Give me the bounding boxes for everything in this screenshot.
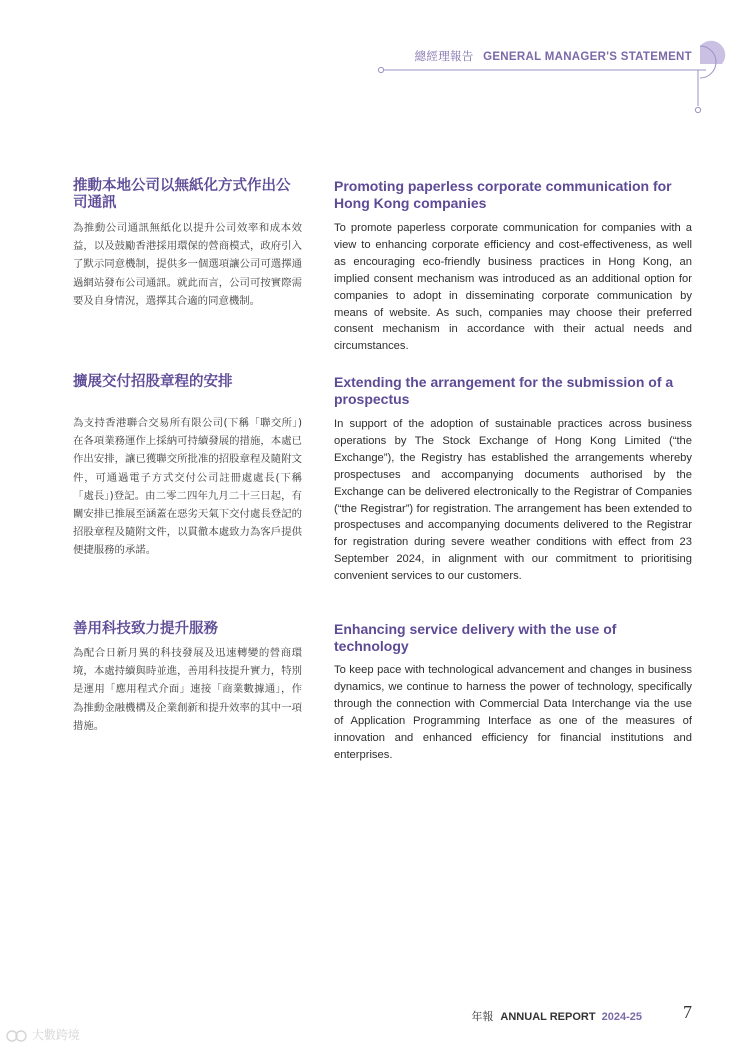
section-1-heading-zh: 推動本地公司以無紙化方式作出公司通訊 <box>73 178 291 211</box>
page-number: 7 <box>683 1002 692 1022</box>
watermark <box>6 1026 80 1043</box>
section-1-zh <box>73 178 302 310</box>
section-1-body-en: To promote paperless corporate communication for companies with a view to enhancing corporate efficiency and cost-effectiveness, as well as encouraging eco-friendly business practices in Hong Kong, an implied consent mechanism was introduced as an additional option for companies to adopt in disseminating corporate communication by means of website. As such, companies may choose their preferred consent mechanism in accordance with their actual needs and circumstances. <box>334 222 692 353</box>
section-3-heading-en: Enhancing service delivery with the use of technology <box>334 621 617 654</box>
section-3-en <box>334 621 692 763</box>
section-3-body-en: To keep pace with technological advancement and changes in business dynamics, we continue to harness the power of technology, specifically through the connection with Commercial Data Interchange via the use of Application Programming Interface as one of the measures of innovation and enhanced efficiency for financial institutions and enterprises. <box>334 664 692 761</box>
footer-label-en: ANNUAL REPORT <box>500 1011 596 1023</box>
section-3-body-zh: 為配合日新月異的科技發展及迅速轉變的營商環境，本處持續與時並進，善用科技提升實力，特別是運用「應用程式介面」連接「商業數據通」，作為推動金融機構及企業創新和提升效率的其中一項措施。 <box>73 647 302 732</box>
section-1-heading-en: Promoting paperless corporate communication for Hong Kong companies <box>334 178 672 211</box>
section-3-zh <box>73 621 302 735</box>
section-2-heading-zh: 擴展交付招股章程的安排 <box>73 374 233 390</box>
header-title-en: GENERAL MANAGER'S STATEMENT <box>483 51 692 63</box>
footer-year: 2024-25 <box>601 1011 642 1023</box>
section-2-body-en: In support of the adoption of sustainable practices across business operations by The Stock Exchange of Hong Kong Limited (“the Exchange”), the Registry has established the arrangements whereby prospectuses and accompanying documents authorised by the Exchange can be delivered electronically to the Registrar of Companies (“the Registrar”) for registration. The arrangement has been extended to prospectuses and accompanying documents delivered to the Registrar for registration during severe weather conditions with effect from 23 September 2024, in alignment with our commitment to prioritising convenient services to our customers. <box>334 418 692 583</box>
running-footer <box>471 1008 642 1024</box>
section-1-body-zh: 為推動公司通訊無紙化以提升公司效率和成本效益，以及鼓勵香港採用環保的營商模式，政府引入了默示同意機制，提供多一個選項讓公司可選擇通過網站發布公司通訊。就此而言，公司可按實際需要及自身情況，選擇其合適的同意機制。 <box>73 222 302 307</box>
section-1-en <box>334 178 692 355</box>
section-2-body-zh: 為支持香港聯合交易所有限公司(下稱「聯交所」)在各項業務運作上採納可持續發展的措施，本處已作出安排，讓已獲聯交所批准的招股章程及隨附文件，可通過電子方式交付公司註冊處處長(下稱「處長」)登記。由二零二四年九月二十三日起，有關安排已推展至涵蓋在惡劣天氣下交付處長登記的招股章程及隨附文件，以貫徹本處致力為客戶提供便捷服務的承諾。 <box>73 417 302 557</box>
watermark-logo-icon <box>6 1029 28 1043</box>
watermark-text: 大數跨境 <box>31 1028 80 1042</box>
header-decoration <box>370 40 730 120</box>
section-2-en <box>334 374 692 585</box>
section-2-zh <box>73 374 302 560</box>
section-3-heading-zh: 善用科技致力提升服務 <box>73 621 218 637</box>
footer-label-zh: 年報 <box>471 1011 494 1023</box>
header-title-zh: 總經理報告 <box>414 51 474 63</box>
section-2-heading-en: Extending the arrangement for the submission of a prospectus <box>334 374 674 407</box>
